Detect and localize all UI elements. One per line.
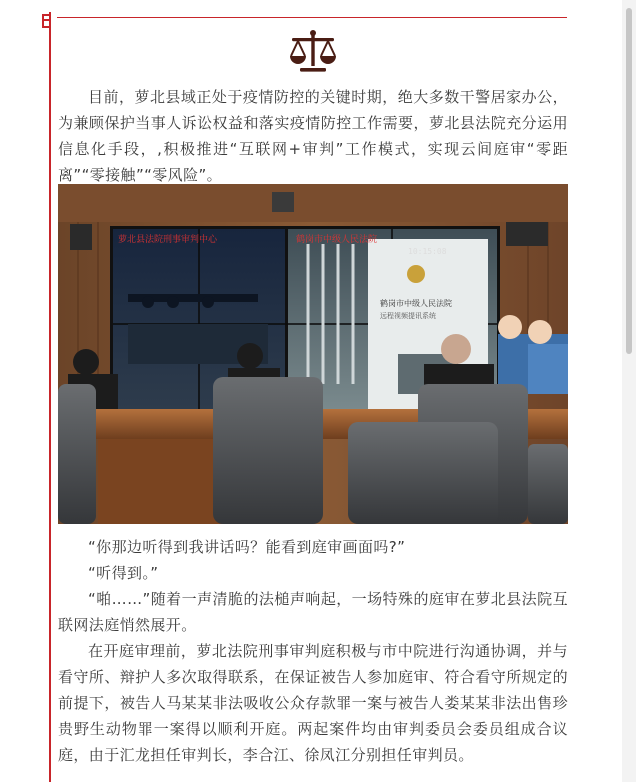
screen-left-caption: 萝北县法院刑事审判中心 (118, 235, 218, 245)
body-paragraph: 在开庭审理前，萝北法院刑事审判庭积极与市中院进行沟通协调，并与看守所、辩护人多次取得联系，在保证被告人参加庭审、符合看守所规定的前提下，被告人马某某非法吸收公众存款罪一案与被告人娄某某非法出售珍贵野生动物罪一案得以顺利开庭。两起案件均由审判委员会委员组成合议庭，由于汇龙担任审判长，李合江、徐凤江分别担任审判员。 (58, 642, 568, 764)
screen-right-caption: 鹤岗市中级人民法院 (296, 235, 378, 245)
court-name-caption: 鹤岗市中级人民法院 (380, 299, 452, 308)
dialogue-section (58, 534, 568, 638)
dialogue-line-3: “啪……”随着一声清脆的法槌声响起，一场特殊的庭审在萝北县法院互联网法庭悄然展开。 (58, 590, 568, 634)
intro-section (58, 84, 568, 188)
body-section (58, 638, 568, 768)
court-session-photo (58, 184, 568, 524)
intro-paragraph: 目前，萝北县域正处于疫情防控的关键时期，绝大多数干警居家办公，为兼顾保护当事人诉讼权益和落实疫情防控工作需要，萝北县法院充分运用信息化手段，,积极推进“互联网+审判”工作模式，实现云间庭审“零距离”“零接触”“零风险”。 (58, 88, 568, 184)
dialogue-line-2: “听得到。” (88, 564, 159, 582)
balance-scale-icon (288, 28, 338, 74)
frame-left-border (49, 12, 51, 782)
screen-clock: 10:15:08 (408, 247, 447, 256)
frame-top-border (57, 17, 567, 18)
court-sub-caption: 远程视频提讯系统 (380, 312, 436, 320)
scrollbar-thumb[interactable] (626, 8, 632, 354)
dialogue-line-1: “你那边听得到我讲话吗？能看到庭审画面吗?” (88, 538, 406, 556)
